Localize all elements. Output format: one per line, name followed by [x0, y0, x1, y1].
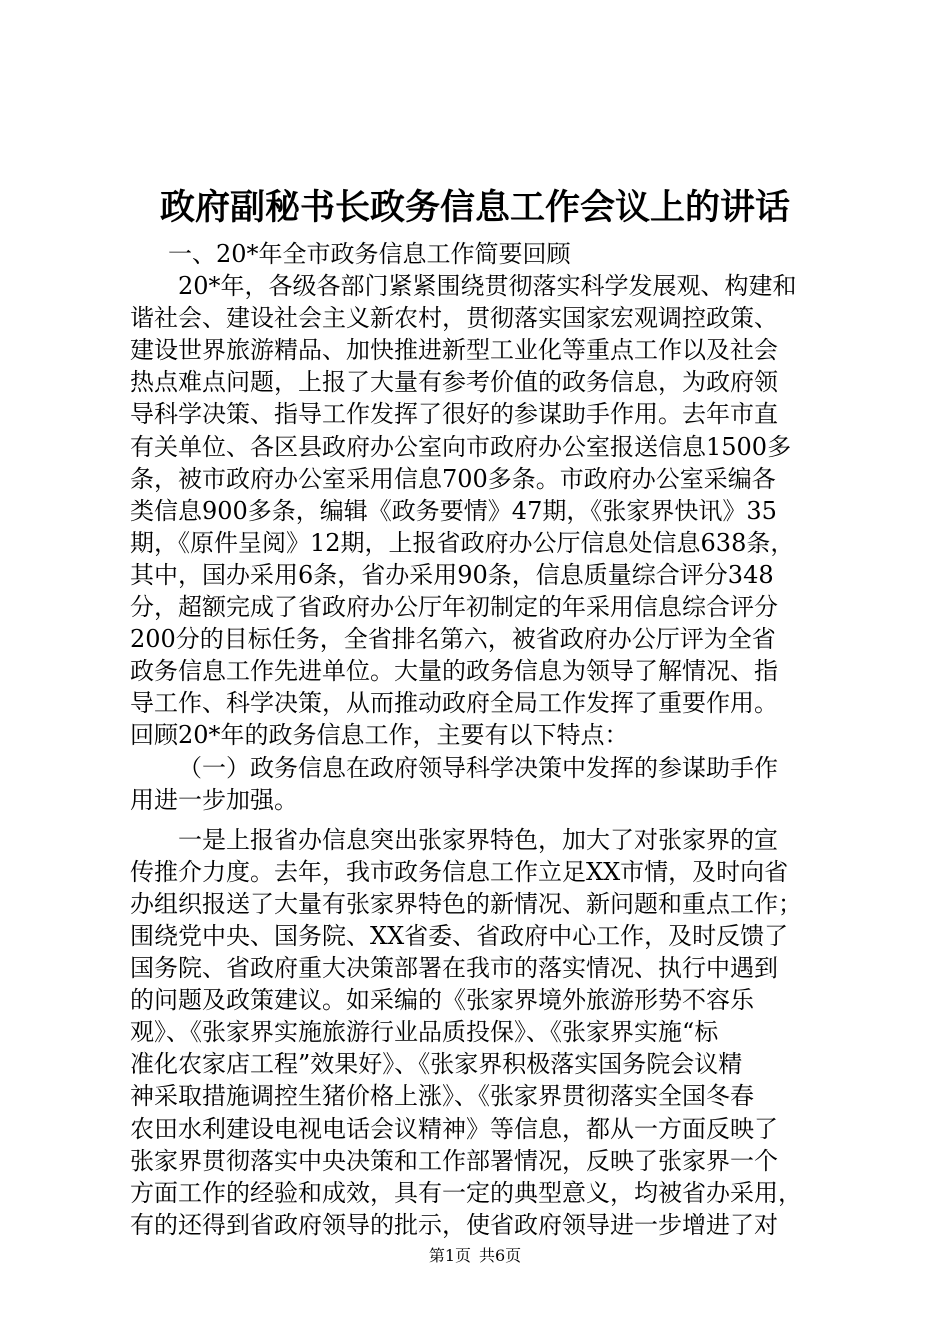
paragraph-line: 的问题及政策建议。如采编的《张家界境外旅游形势不容乐 [130, 986, 754, 1015]
paragraph-line: 导科学决策、指导工作发挥了很好的参谋助手作用。去年市直 [130, 400, 778, 429]
section-heading: 一、20*年全市政务信息工作简要回顾 [168, 240, 571, 268]
paragraph-line: 条，被市政府办公室采用信息700多条。市政府办公室采编各 [130, 464, 776, 493]
paragraph-line: 有关单位、各区县政府办公室向市政府办公室报送信息1500多 [130, 432, 792, 461]
paragraph-line: 热点难点问题，上报了大量有参考价值的政务信息，为政府领 [130, 368, 778, 397]
paragraph-line: 农田水利建设电视电话会议精神》等信息，都从一方面反映了 [130, 1114, 778, 1143]
paragraph-line: 20*年，各级各部门紧紧围绕贯彻落实科学发展观、构建和 [178, 272, 797, 301]
page-total: 共6页 [479, 1246, 522, 1265]
paragraph-line: 神采取措施调控生猪价格上涨》、《张家界贯彻落实全国冬春 [130, 1082, 754, 1111]
paragraph-line: 类信息900多条，编辑《政务要情》47期，《张家界快讯》35 [130, 496, 777, 525]
paragraph-line: 一是上报省办信息突出张家界特色，加大了对张家界的宣 [178, 825, 778, 854]
paragraph-line: 观》、《张家界实施旅游行业品质投保》、《张家界实施“标 [130, 1018, 719, 1047]
paragraph-gap [130, 816, 830, 824]
paragraph-line: 传推介力度。去年，我市政务信息工作立足XX市情，及时向省 [130, 857, 789, 886]
subsection-heading: （一）政务信息在政府领导科学决策中发挥的参谋助手作 [178, 753, 778, 782]
page-footer [0, 1244, 950, 1268]
paragraph-line: 张家界贯彻落实中央决策和工作部署情况，反映了张家界一个 [130, 1146, 778, 1175]
paragraph-line: 方面工作的经验和成效，具有一定的典型意义，均被省办采用， [130, 1178, 802, 1207]
paragraph-line: 办组织报送了大量有张家界特色的新情况、新问题和重点工作； [130, 889, 802, 918]
paragraph-line: 其中，国办采用6条，省办采用90条，信息质量综合评分348 [130, 560, 774, 589]
paragraph-line: 政务信息工作先进单位。大量的政务信息为领导了解情况、指 [130, 657, 778, 686]
page-number: 第1页 [428, 1246, 471, 1265]
paragraph-line: 期，《原件呈阅》12期，上报省政府办公厅信息处信息638条， [130, 528, 795, 557]
paragraph-line: 国务院、省政府重大决策部署在我市的落实情况、执行中遇到 [130, 954, 778, 983]
paragraph-line: 200分的目标任务，全省排名第六，被省政府办公厅评为全省 [130, 625, 776, 654]
subsection-heading-cont: 用进一步加强。 [130, 785, 298, 814]
paragraph-line: 分，超额完成了省政府办公厅年初制定的年采用信息综合评分 [130, 593, 778, 622]
paragraph-line: 谐社会、建设社会主义新农村，贯彻落实国家宏观调控政策、 [130, 304, 778, 333]
document-body [130, 238, 830, 1241]
paragraph-line: 导工作、科学决策，从而推动政府全局工作发挥了重要作用。 [130, 689, 778, 718]
paragraph-line: 围绕党中央、国务院、XX省委、省政府中心工作，及时反馈了 [130, 921, 789, 950]
paragraph-line: 建设世界旅游精品、加快推进新型工业化等重点工作以及社会 [130, 336, 778, 365]
document-title: 政府副秘书长政务信息工作会议上的讲话 [159, 187, 790, 228]
paragraph-line: 回顾20*年的政务信息工作，主要有以下特点： [130, 721, 629, 750]
paragraph-line: 有的还得到省政府领导的批示，使省政府领导进一步增进了对 [130, 1210, 778, 1239]
paragraph-line: 准化农家店工程”效果好》、《张家界积极落实国务院会议精 [130, 1050, 743, 1079]
